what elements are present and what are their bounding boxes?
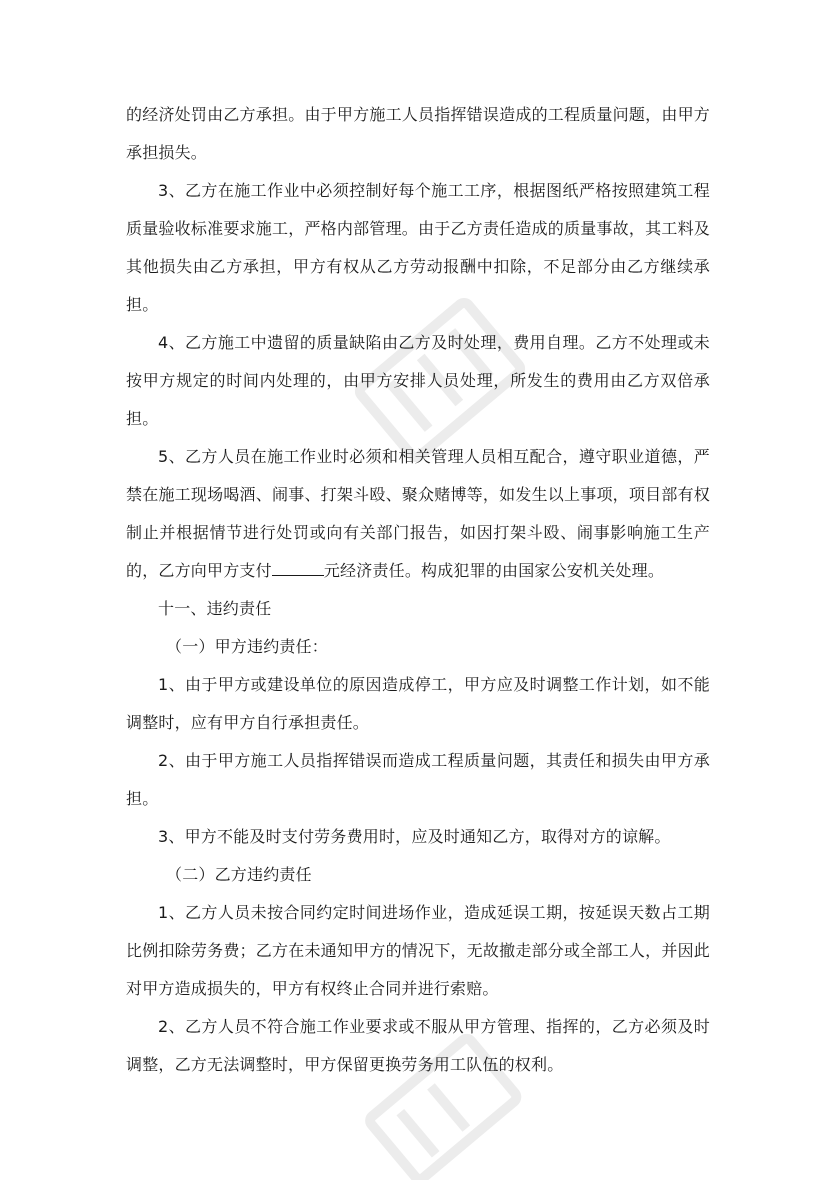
paragraph-a-2: 2、由于甲方施工人员指挥错误而造成工程质量问题，其责任和损失由甲方承担。 bbox=[126, 751, 710, 808]
subheading-party-a: （一）甲方违约责任： bbox=[166, 637, 329, 656]
paragraph-a-1: 1、由于甲方或建设单位的原因造成停工，甲方应及时调整工作计划，如不能调整时，应有甲方自行承担责任。 bbox=[126, 675, 710, 732]
clause-5-text: 5、乙方人员在施工作业时必须和相关管理人员相互配合，遵守职业道德，严禁在施工现场喝酒、闹事、打架斗殴、聚众赌博等，如发生以上事项，项目部有权制止并根据情节进行处罚或向有关部门报告，如因打架斗殴、闹事影响施工生产的，乙方向甲方支付 bbox=[126, 447, 710, 580]
section-heading-breach: 十一、违约责任 bbox=[158, 599, 272, 618]
paragraph-b-2: 2、乙方人员不符合施工作业要求或不服从甲方管理、指挥的，乙方必须及时调整，乙方无法调整时，甲方保留更换劳务用工队伍的权利。 bbox=[126, 1017, 710, 1074]
subheading-party-b: （二）乙方违约责任 bbox=[166, 865, 312, 884]
paragraph-b-1: 1、乙方人员未按合同约定时间进场作业，造成延误工期，按延误天数占工期比例扣除劳务费；乙方在未通知甲方的情况下，无故撤走部分或全部工人，并因此对甲方造成损失的，甲方有权终止合同并进行索赔。 bbox=[126, 903, 710, 998]
paragraph-a-3: 3、甲方不能及时支付劳务费用时，应及时通知乙方，取得对方的谅解。 bbox=[158, 827, 671, 846]
paragraph-continuation: 的经济处罚由乙方承担。由于甲方施工人员指挥错误造成的工程质量问题，由甲方承担损失。 bbox=[126, 105, 710, 162]
clause-5-suffix: 元经济责任。构成犯罪的由国家公安机关处理。 bbox=[323, 561, 665, 580]
paragraph-clause-5 bbox=[126, 438, 710, 590]
paragraph-clause-3: 3、乙方在施工作业中必须控制好每个施工工序，根据图纸严格按照建筑工程质量验收标准要求施工，严格内部管理。由于乙方责任造成的质量事故，其工料及其他损失由乙方承担，甲方有权从乙方劳动报酬中扣除，不足部分由乙方继续承担。 bbox=[126, 181, 710, 314]
amount-blank bbox=[272, 561, 324, 576]
paragraph-clause-4: 4、乙方施工中遗留的质量缺陷由乙方及时处理，费用自理。乙方不处理或未按甲方规定的时间内处理的，由甲方安排人员处理，所发生的费用由乙方双倍承担。 bbox=[126, 333, 710, 428]
document-body bbox=[126, 96, 710, 1084]
